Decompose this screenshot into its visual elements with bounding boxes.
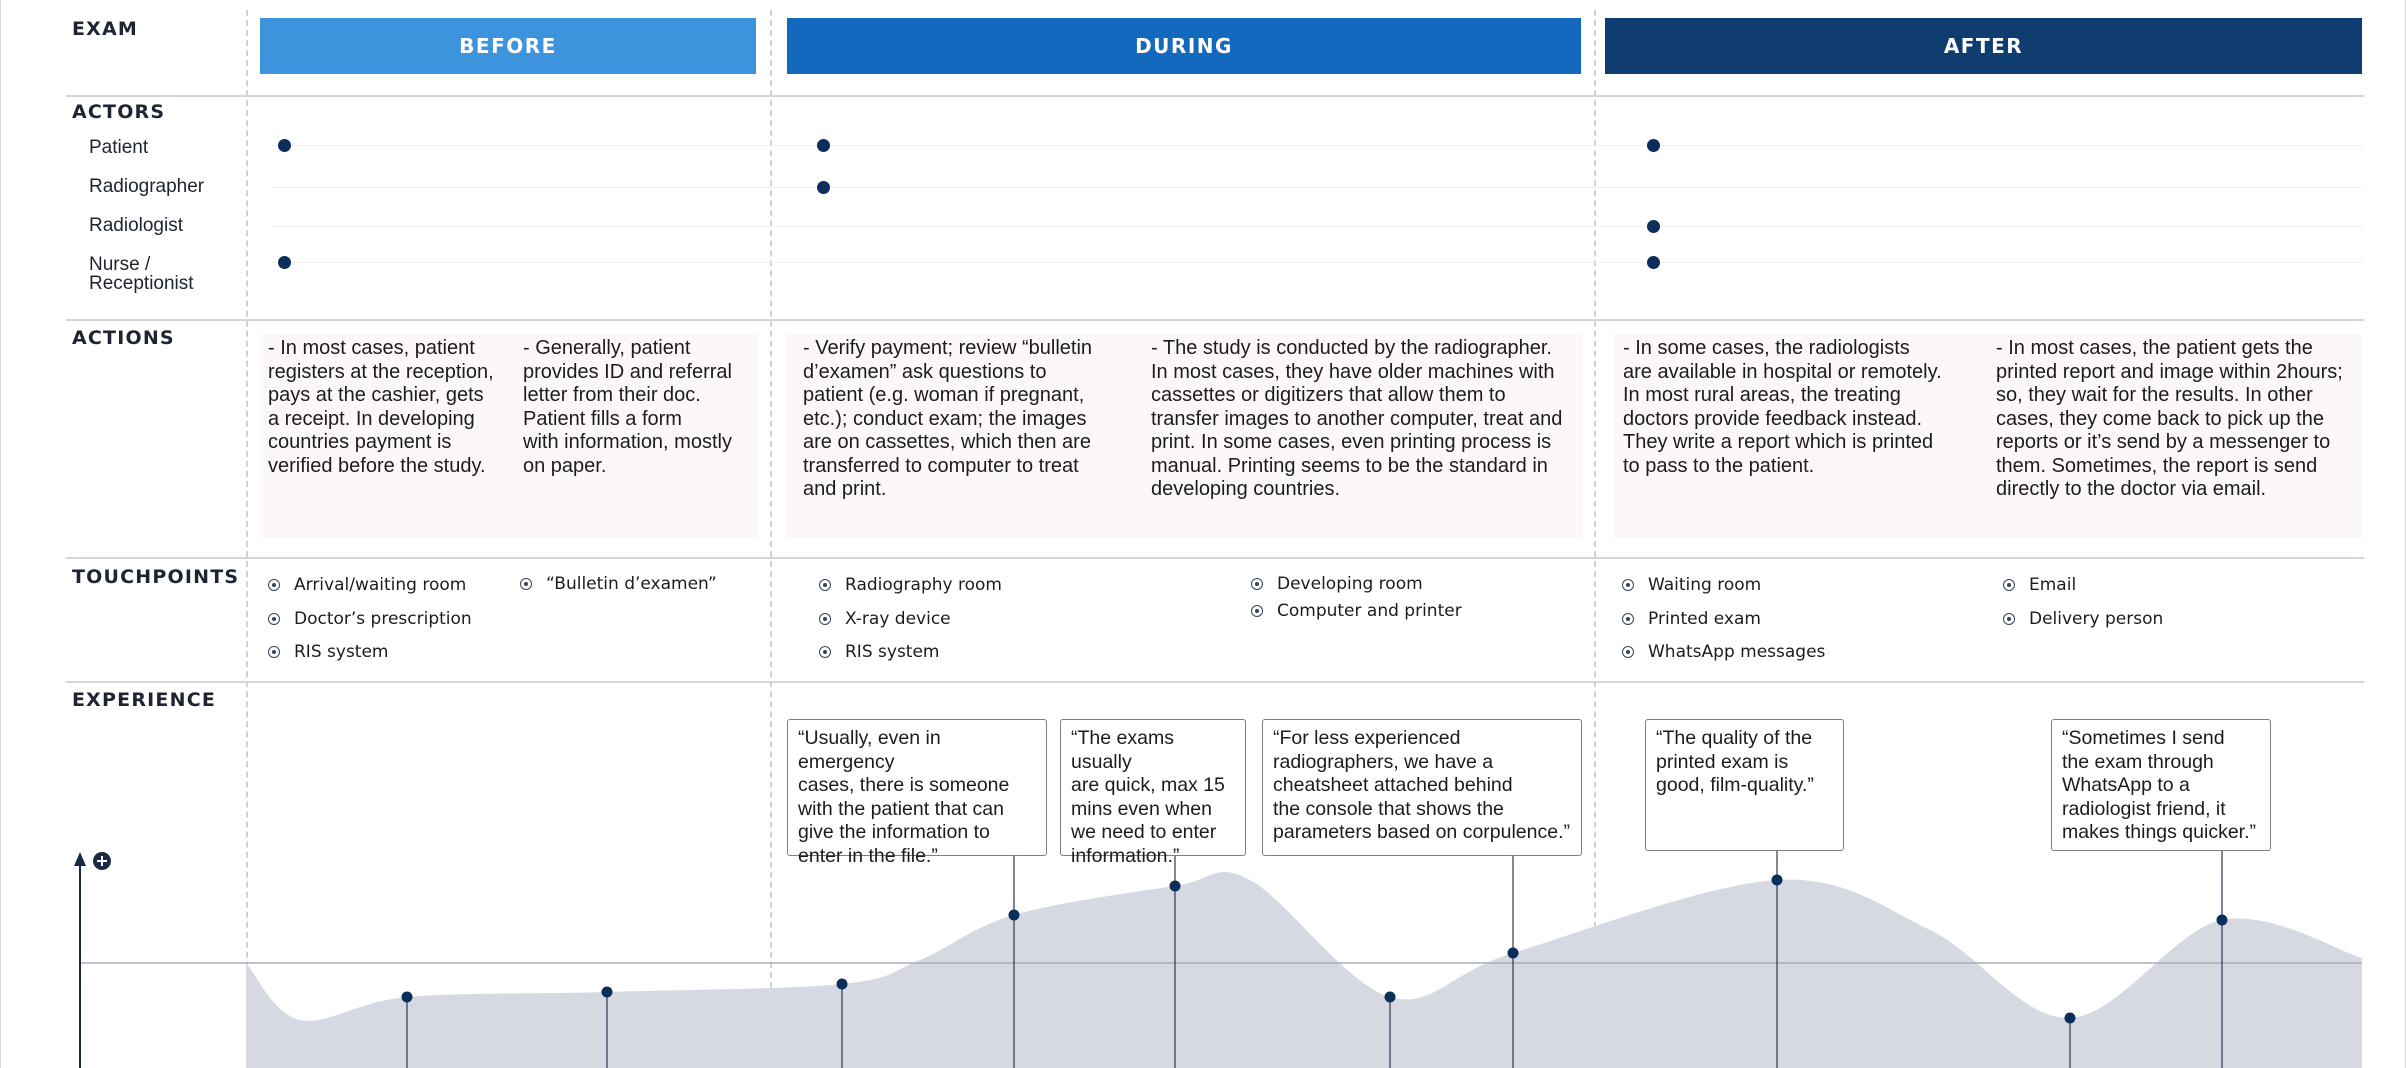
touchpoint-item: RIS system (819, 642, 939, 662)
action-text: - In some cases, the radiologists are available in hospital or remotely. In most rural areas, the treating doctors provide feedback instead. They write a report which is printed to pass to the patient. (1623, 337, 1942, 477)
touchpoint-item: WhatsApp messages (1622, 642, 1825, 662)
experience-point (1170, 881, 1181, 892)
axis-arrow-icon (74, 852, 86, 866)
quote-box: “Sometimes I send the exam through WhatsApp to a radiologist friend, it makes things quicker.” (2051, 719, 2271, 851)
touchpoint-item: Printed exam (1622, 609, 1761, 629)
phase-header-before: BEFORE (260, 18, 756, 74)
action-text: - Generally, patient provides ID and referral letter from their doc. Patient fills a form with information, mostly on paper. (523, 337, 732, 477)
actor-label-nurse-receptionist: Nurse / Receptionist (89, 254, 194, 294)
actor-label-patient: Patient (89, 137, 149, 158)
touchpoint-item: Computer and printer (1251, 601, 1462, 621)
quote-box: “The quality of the printed exam is good, film-quality.” (1645, 719, 1844, 851)
touchpoint-item: RIS system (268, 642, 388, 662)
touchpoint-item: Developing room (1251, 574, 1423, 594)
touchpoint-item: “Bulletin d’examen” (520, 574, 717, 594)
experience-point (2065, 1013, 2076, 1024)
experience-area (246, 872, 2362, 1068)
quote-box: “Usually, even in emergency cases, there is someone with the patient that can give the information to enter in the file.” (787, 719, 1047, 856)
action-text: - The study is conducted by the radiographer. In most cases, they have older machines with cassettes or digitizers that allow them to transfer images to another computer, treat and print. In some cases, even printing process is manual. Printing seems to be the standard in developing countries. (1151, 337, 1563, 500)
touchpoint-item: Email (2003, 575, 2076, 595)
quote-box: “For less experienced radiographers, we have a cheatsheet attached behind the console that shows the parameters based on corpulence.” (1262, 719, 1582, 856)
section-label-actors: ACTORS (72, 101, 166, 123)
phase-header-after: AFTER (1605, 18, 2362, 74)
experience-point (402, 992, 413, 1003)
experience-point (837, 979, 848, 990)
experience-point (1009, 910, 1020, 921)
experience-point (1385, 992, 1396, 1003)
touchpoint-item: Radiography room (819, 575, 1002, 595)
section-label-exam: EXAM (72, 18, 139, 40)
phase-header-during: DURING (787, 18, 1581, 74)
quote-box: “The exams usually are quick, max 15 mins even when we need to enter information.” (1060, 719, 1246, 856)
action-text: - Verify payment; review “bulletin d’examen” ask questions to patient (e.g. woman if pregnant, etc.); conduct exam; the images are on cassettes, which then are transferred to computer to treat and print. (803, 337, 1093, 500)
plus-icon (93, 852, 111, 870)
actor-label-radiographer: Radiographer (89, 176, 205, 197)
section-label-experience: EXPERIENCE (72, 689, 217, 711)
touchpoint-item: Doctor’s prescription (268, 609, 472, 629)
experience-point (1772, 875, 1783, 886)
section-label-actions: ACTIONS (72, 327, 175, 349)
actor-label-radiologist: Radiologist (89, 215, 183, 236)
touchpoint-item: Waiting room (1622, 575, 1761, 595)
action-text: - In most cases, the patient gets the printed report and image within 2hours; so, they wait for the results. In other cases, they come back to pick up the reports or it’s send by a messenger to them. Sometimes, the report is send directly to the doctor via email. (1996, 337, 2343, 500)
experience-point (1508, 948, 1519, 959)
touchpoint-item: Delivery person (2003, 609, 2163, 629)
touchpoint-item: X-ray device (819, 609, 951, 629)
experience-point (2217, 915, 2228, 926)
section-label-touchpoints: TOUCHPOINTS (72, 566, 240, 588)
touchpoint-item: Arrival/waiting room (268, 575, 466, 595)
experience-point (602, 987, 613, 998)
action-text: - In most cases, patient registers at the reception, pays at the cashier, gets a receipt. In developing countries payment is verified before the study. (268, 337, 494, 477)
